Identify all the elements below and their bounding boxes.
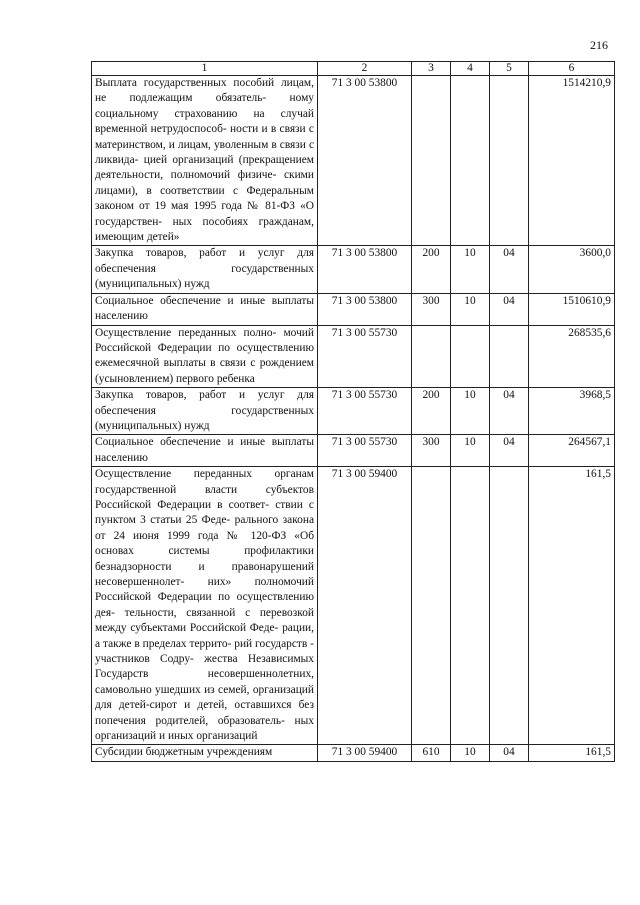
item-name-line: для обеспечения государственных [95,247,315,275]
code-cell: 71 3 00 55730 [318,388,412,435]
item-name-line: Субсидии бюджетным учреждениям [95,746,273,759]
item-name-line: выплаты населению [95,436,314,464]
kvr-cell: 200 [412,246,451,293]
column-header: 3 [412,62,451,76]
kvr-cell: 300 [412,435,451,467]
item-name-line: детей-сирот и детей, оставшихся без [118,699,314,712]
kvr-cell [412,325,451,388]
item-name-cell [92,246,318,293]
subsection-cell: 04 [490,246,529,293]
item-name-line: ному социальному страхованию на [95,92,314,120]
column-header: 6 [529,62,615,76]
item-name-line: Социальное обеспечение и иные [95,294,266,307]
item-name-line: для обеспечения государственных [95,389,315,417]
item-name-line: ности и в связи с материнством, и [95,123,314,151]
subsection-cell: 04 [490,293,529,325]
item-name-line: деятельности, полномочий физиче- [95,169,277,182]
subsection-cell: 04 [490,388,529,435]
item-name-line: Осуществление переданных органам [95,468,314,481]
subsection-cell [490,467,529,745]
amount-cell: 3968,5 [529,388,615,435]
kvr-cell: 300 [412,293,451,325]
budget-table [91,61,615,762]
item-name-line: (муниципальных) нужд [95,419,210,432]
kvr-cell [412,467,451,745]
code-cell: 71 3 00 55730 [318,325,412,388]
item-name-cell [92,76,318,246]
item-name-line: лицам, не подлежащим обязатель- [95,77,314,105]
kvr-cell [412,76,451,246]
section-cell: 10 [451,435,490,467]
table-row [92,325,615,388]
item-name-line: скими лицами), в соответствии [95,169,314,197]
amount-cell: 1514210,9 [529,76,615,246]
amount-cell: 161,5 [529,745,615,761]
item-name-cell [92,467,318,745]
item-name-line: случай временной нетрудоспособ- [95,107,314,136]
item-name-line: несовершеннолетних, самовольно [95,668,314,696]
amount-cell: 3600,0 [529,246,615,293]
item-name-line: рий государств - участников Содру- [95,637,314,666]
item-name-line: попечения родителей, образователь- [95,714,285,727]
amount-cell: 161,5 [529,467,615,745]
item-name-line: ных пособиях гражданам, имеющим [95,215,314,244]
table-header-row [92,62,615,76]
item-name-line: выплаты населению [95,294,314,323]
subsection-cell: 04 [490,745,529,761]
section-cell: 10 [451,293,490,325]
item-name-line: рации, а также в пределах террито- [95,622,314,650]
kvr-cell: 200 [412,388,451,435]
item-name-line: выплаты в связи с рождением [163,357,314,370]
item-name-line: Закупка товаров, работ и услуг [95,247,285,260]
item-name-cell [92,293,318,325]
item-name-line: Федерации по осуществлению дея- [95,591,314,619]
item-name-line: ушедших из семей, организаций для [95,683,314,712]
amount-cell: 1510610,9 [529,293,615,325]
item-name-line: Осуществление переданных полно- [95,326,277,339]
item-name-line: рального закона от 24 июня 1999 года [95,514,315,542]
item-name-line: лицам, уволенным в связи с ликвида- [95,138,315,167]
item-name-cell [92,745,318,761]
code-cell: 71 3 00 59400 [318,467,412,745]
section-cell: 10 [451,745,490,761]
item-name-cell [92,435,318,467]
item-name-line: (усыновлением) первого ребенка [95,372,255,385]
table-row [92,467,615,745]
section-cell: 10 [451,388,490,435]
item-name-line: № 120-ФЗ «Об основах системы [95,529,314,558]
item-name-line: мочий Российской Федерации [95,326,314,354]
table-body [92,76,615,762]
section-cell: 10 [451,246,490,293]
code-cell: 71 3 00 53800 [318,76,412,246]
page-number: 216 [590,38,608,52]
code-cell: 71 3 00 55730 [318,435,412,467]
item-name-cell [92,388,318,435]
item-name-line: ствии с пунктом 3 статьи 25 Феде- [95,498,314,527]
item-name-line: по осуществлению ежемесячной [95,341,314,370]
table-row [92,745,615,761]
item-name-line: детей» [146,231,180,244]
item-name-line: Российской Федерации в соответ- [95,498,270,511]
item-name-line: 1995 года № 81-ФЗ «О государствен- [95,200,314,228]
column-header: 5 [490,62,529,76]
amount-cell: 264567,1 [529,435,615,467]
item-name-cell [92,325,318,388]
item-name-line: тельности, связанной с перевозкой [124,606,314,619]
item-name-line: между субъектами Российской Феде- [95,622,279,635]
code-cell: 71 3 00 53800 [318,246,412,293]
column-header: 1 [92,62,318,76]
code-cell: 71 3 00 53800 [318,293,412,325]
item-name-line: профилактики безнадзорности и [95,545,314,573]
table-row [92,435,615,467]
item-name-line: Выплата государственных пособий [95,77,275,89]
section-cell [451,76,490,246]
section-cell [451,325,490,388]
table-row [92,388,615,435]
table-row [92,246,615,293]
item-name-line: Социальное обеспечение и иные [95,436,266,449]
subsection-cell: 04 [490,435,529,467]
amount-cell: 268535,6 [529,325,615,388]
table-row [92,76,615,246]
item-name-line: государственной власти субъектов [95,483,314,496]
subsection-cell [490,325,529,388]
kvr-cell: 610 [412,745,451,761]
item-name-line: Закупка товаров, работ и услуг [95,389,285,402]
item-name-line: жества Независимых Государств [95,653,314,681]
section-cell [451,467,490,745]
item-name-line: них» полномочий Российской [95,576,314,604]
item-name-line: ных организаций и иных организаций [95,714,314,743]
column-header: 4 [451,62,490,76]
column-header: 2 [318,62,412,76]
table-row [92,293,615,325]
item-name-line: с Федеральным законом от 19 мая [95,184,314,213]
subsection-cell [490,76,529,246]
code-cell: 71 3 00 59400 [318,745,412,761]
item-name-line: цией организаций (прекращением [143,154,314,167]
item-name-line: (муниципальных) нужд [95,278,210,291]
item-name-line: правонарушений несовершеннолет- [95,560,314,588]
